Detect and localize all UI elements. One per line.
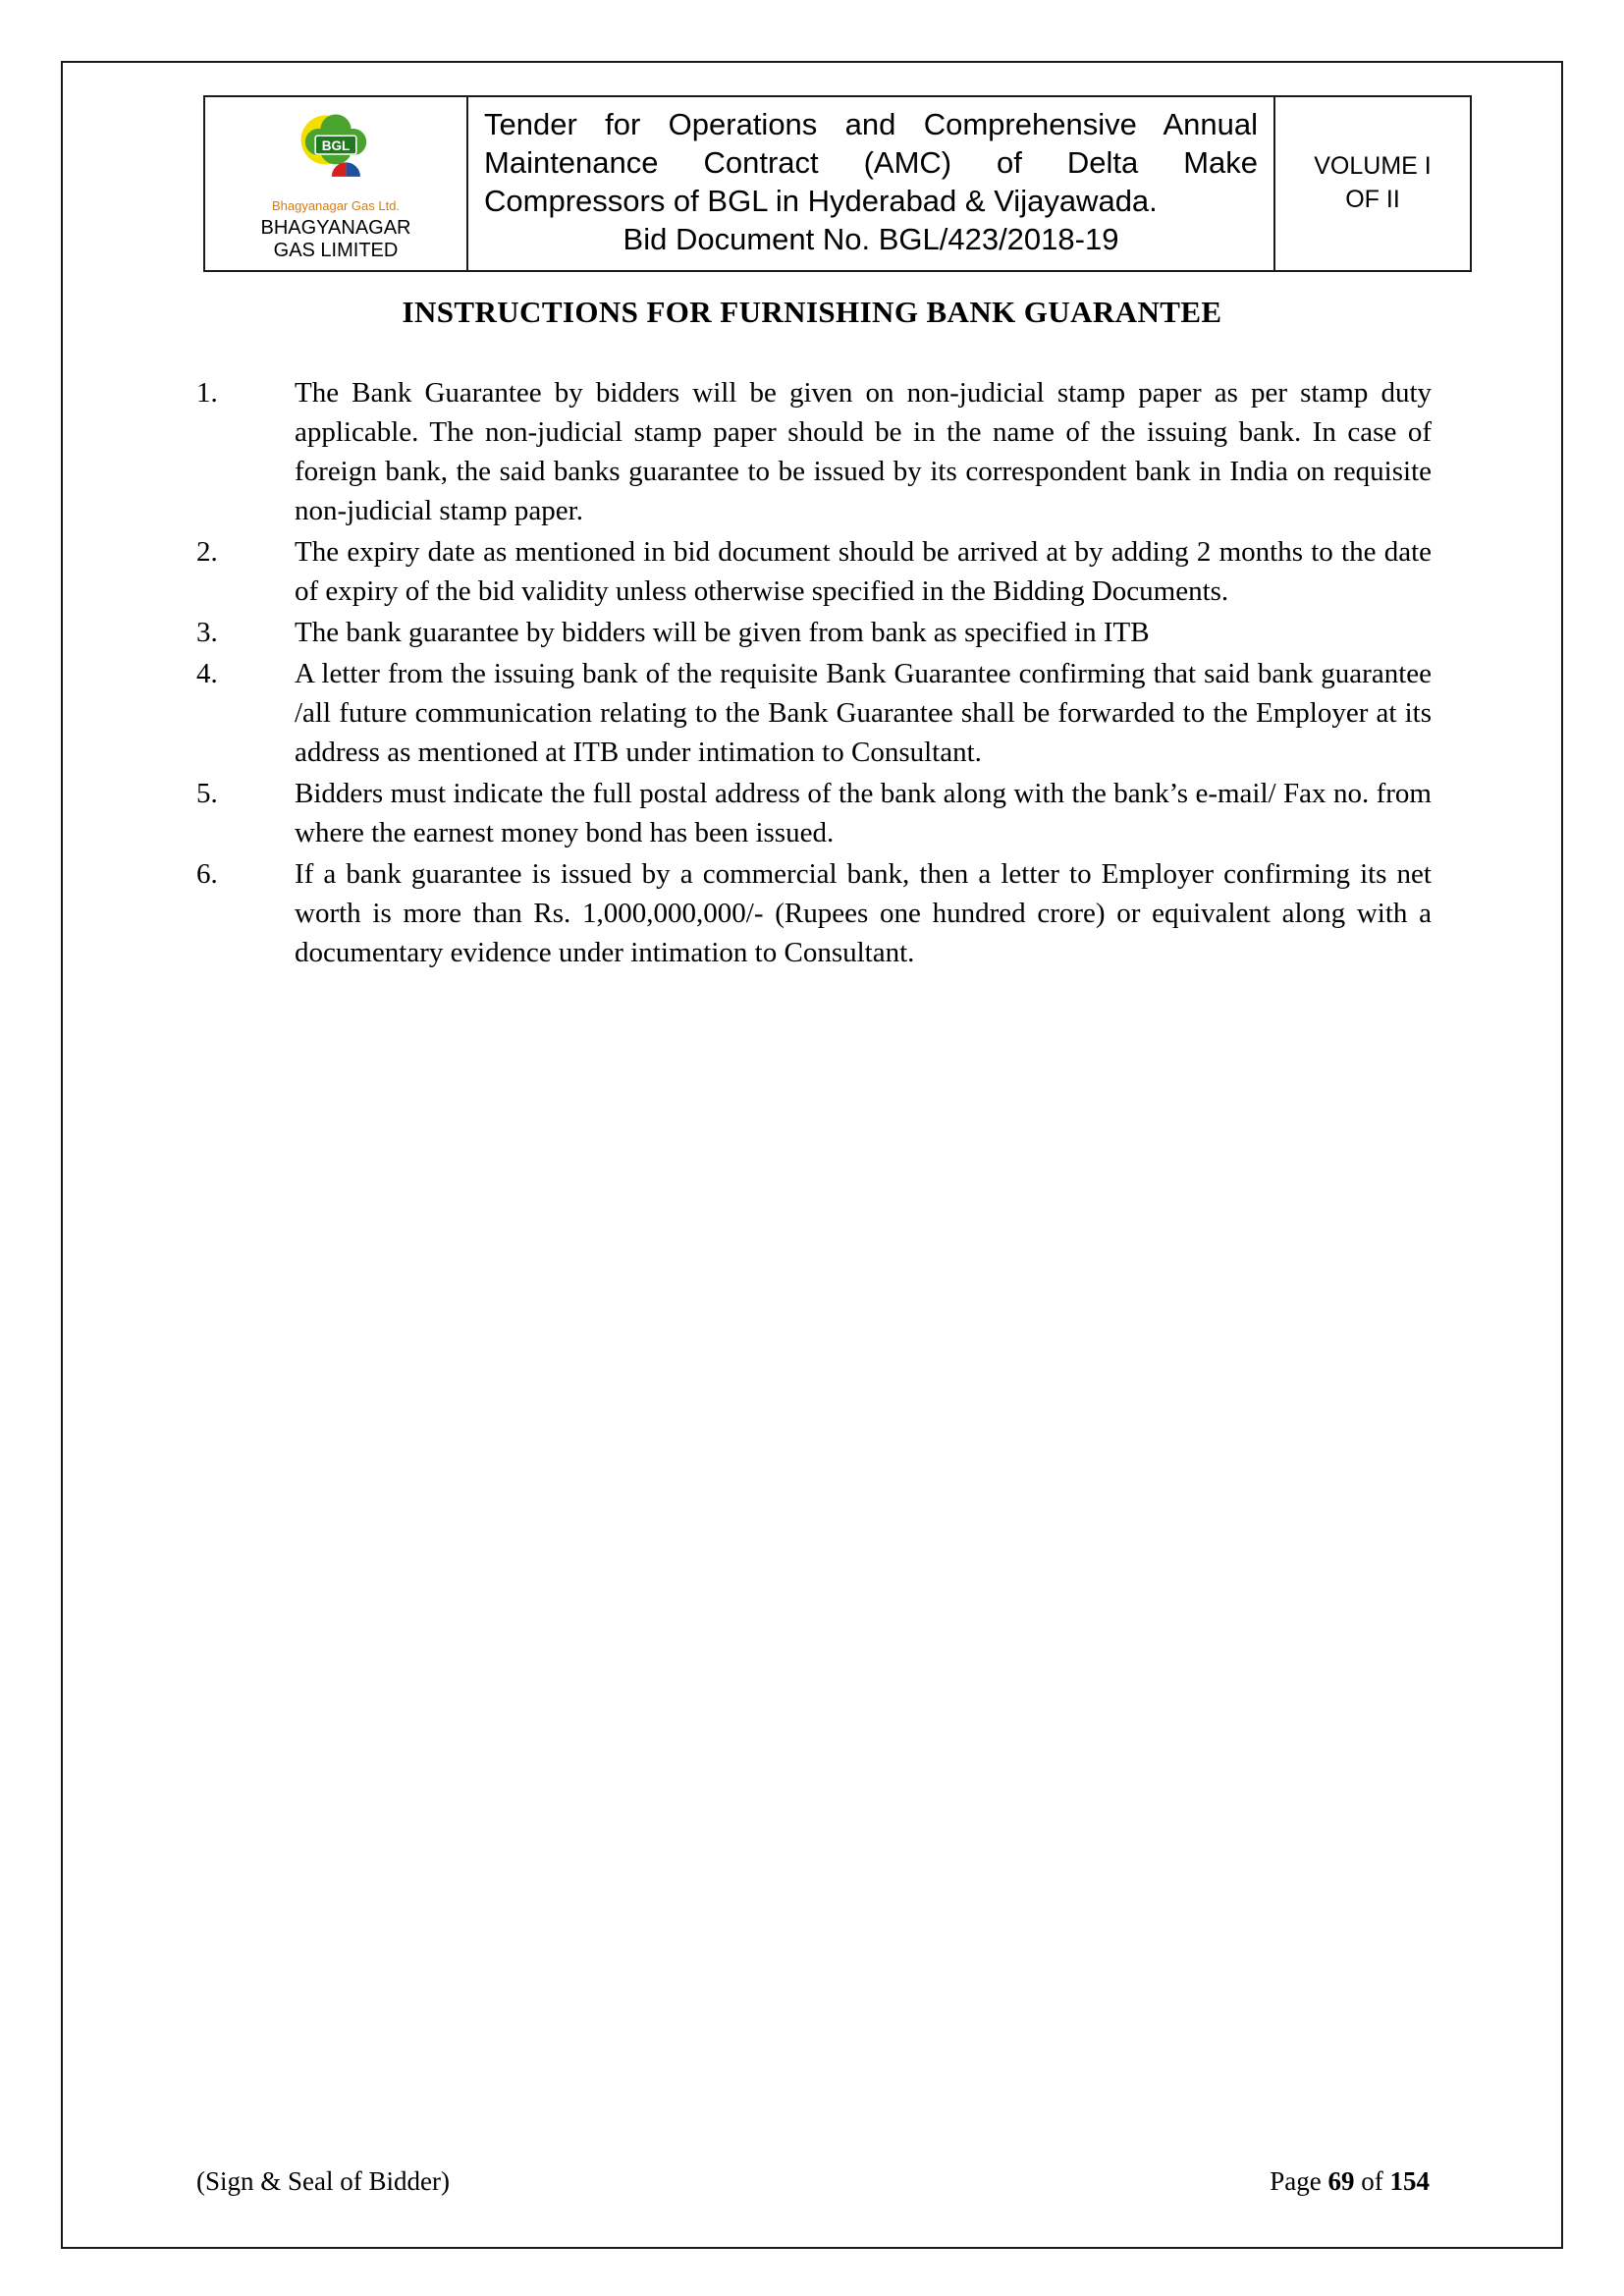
item-text: The expiry date as mentioned in bid document should be arrived at by adding 2 months to the date of expiry of the bid validity unless otherwise specified in the Bidding Documents. <box>295 536 1432 607</box>
list-item-2 <box>196 532 1432 611</box>
logo-cell <box>205 97 468 270</box>
list-item-3 <box>196 613 1432 652</box>
item-text: Bidders must indicate the full postal address of the bank along with the bank’s e-mail/ Fax no. from where the earnest money bond has been issued. <box>295 778 1432 848</box>
total-pages-value: 154 <box>1389 2166 1430 2196</box>
item-number: 5. <box>196 778 218 809</box>
instructions-list <box>196 373 1432 974</box>
item-number: 1. <box>196 377 218 409</box>
logo-subtext: Bhagyanagar Gas Ltd. <box>271 198 401 213</box>
bid-document-number: Bid Document No. BGL/423/2018-19 <box>623 222 1119 257</box>
document-header-table <box>203 95 1472 272</box>
list-item-4 <box>196 654 1432 772</box>
list-item-1 <box>196 373 1432 530</box>
item-text: If a bank guarantee is issued by a commercial bank, then a letter to Employer confirming its net worth is more than Rs. 1,000,000,000/- (Rupees one hundred crore) or equivalent along with a documentary evidence under intimation to Consultant. <box>295 858 1432 968</box>
of-word: of <box>1361 2166 1383 2196</box>
sign-seal-label: (Sign & Seal of Bidder) <box>196 2166 450 2196</box>
item-number: 6. <box>196 858 218 890</box>
page-word: Page <box>1270 2166 1322 2196</box>
volume-cell <box>1275 97 1470 270</box>
item-text: The bank guarantee by bidders will be given from bank as specified in ITB <box>295 617 1150 648</box>
bgl-logo-icon <box>285 103 387 205</box>
item-number: 2. <box>196 536 218 568</box>
page-number-value: 69 <box>1327 2166 1355 2196</box>
volume-label-line1: VOLUME I <box>1314 152 1432 181</box>
document-heading: INSTRUCTIONS FOR FURNISHING BANK GUARANTEE <box>402 295 1222 329</box>
title-cell <box>468 97 1275 270</box>
list-item-6 <box>196 854 1432 972</box>
item-number: 4. <box>196 658 218 689</box>
logo-abbr-text: BGL <box>321 137 351 153</box>
item-text: The Bank Guarantee by bidders will be given on non-judicial stamp paper as per stamp duty applicable. The non-judicial stamp paper should be in the name of the issuing bank. In case of foreign bank, the said banks guarantee to be issued by its correspondent bank in India on requisite non-judicial stamp paper. <box>295 377 1432 526</box>
tender-title: Tender for Operations and Comprehensive Annual Maintenance Contract (AMC) of Delta Make Compressors of BGL in Hyderabad & Vijayawada. <box>484 107 1258 219</box>
item-text: A letter from the issuing bank of the requisite Bank Guarantee confirming that said bank guarantee /all future communication relating to the Bank Guarantee shall be forwarded to the Employer at its address as mentioned at ITB under intimation to Consultant. <box>295 658 1432 768</box>
company-name: BHAGYANAGAR GAS LIMITED <box>260 217 411 262</box>
item-number: 3. <box>196 617 218 648</box>
page-number <box>1270 2166 1430 2197</box>
volume-label-line2: OF II <box>1345 186 1400 214</box>
list-item-5 <box>196 774 1432 852</box>
